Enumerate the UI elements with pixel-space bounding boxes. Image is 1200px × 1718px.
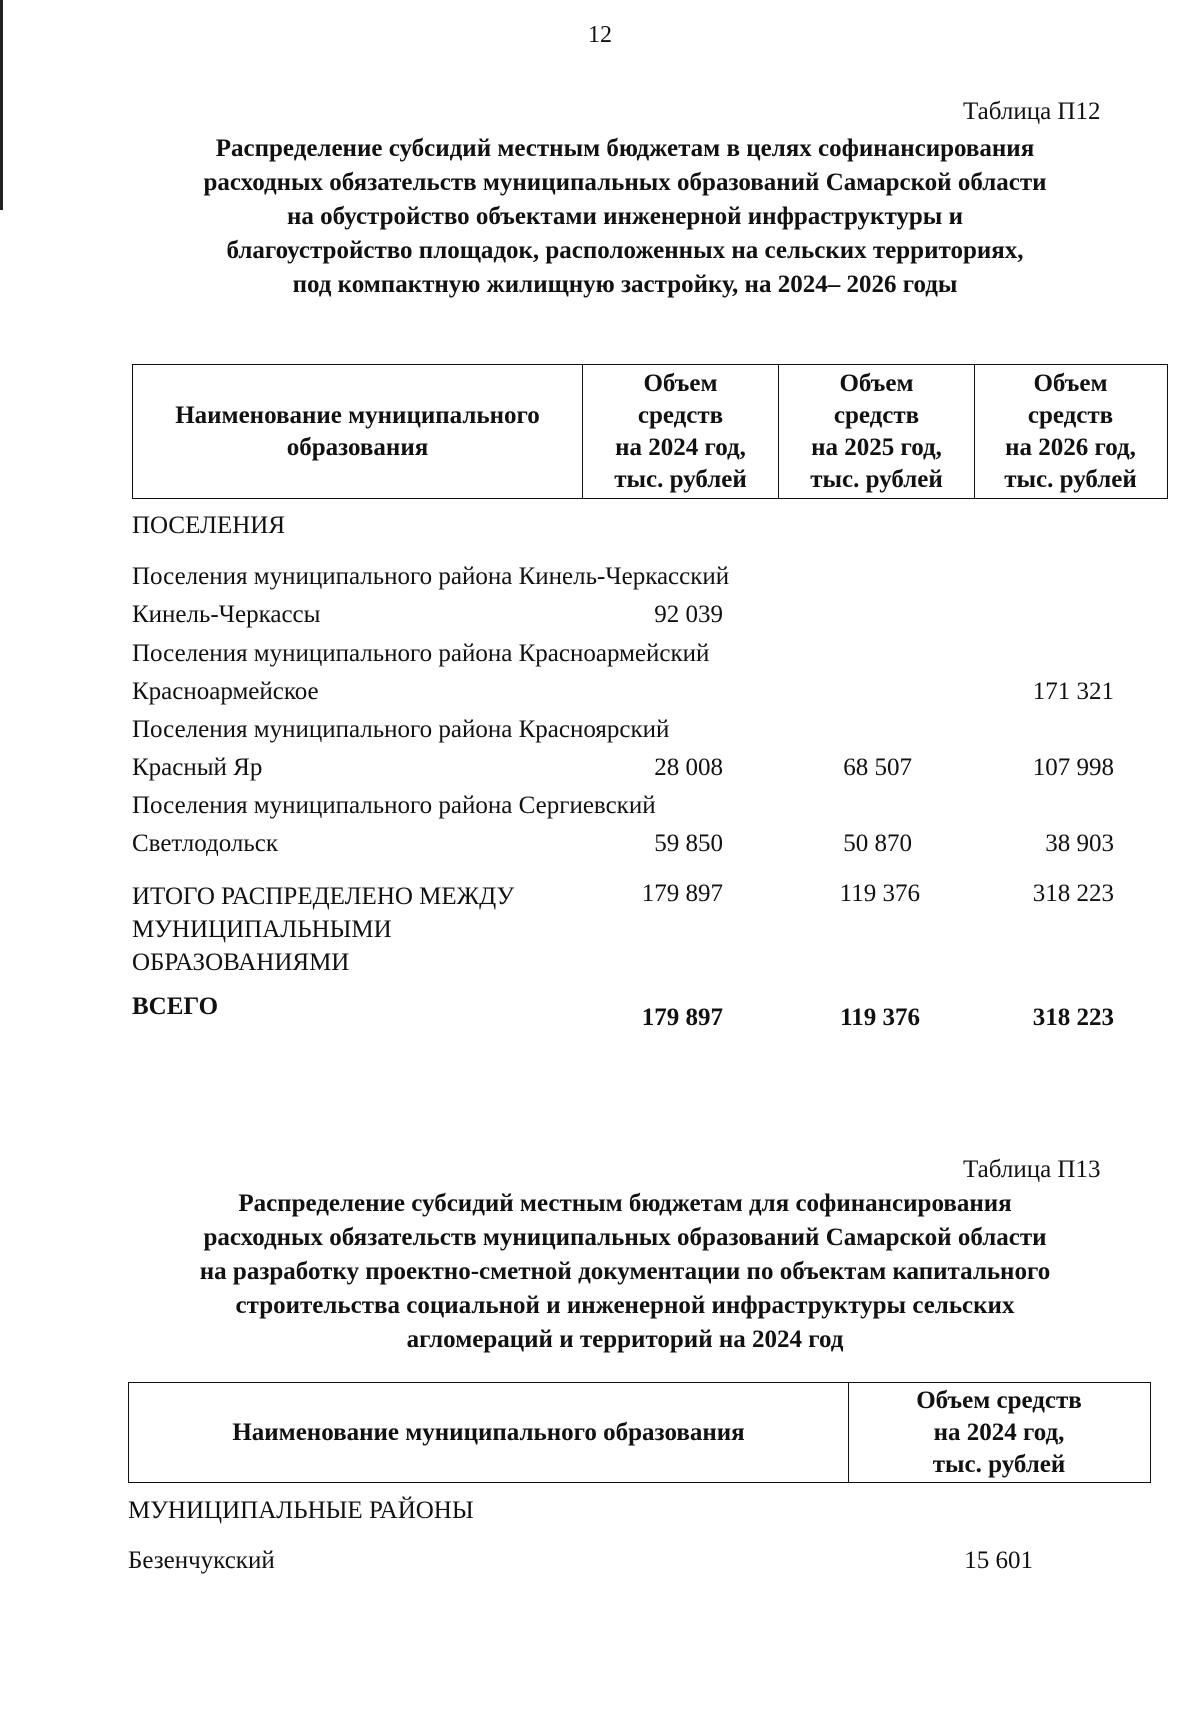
value-2024: 28 008 [654,754,723,781]
header-line: тыс. рублей [932,1450,1066,1478]
header-name-column [133,365,583,498]
section-heading: ПОСЕЛЕНИЯ [132,512,286,539]
header-line: Объем средств [916,1386,1082,1414]
header-line: Объем [839,369,914,397]
header-line: на 2024 год, [615,433,746,461]
table-p13-header [128,1382,1151,1483]
district-heading: Поселения муниципального района Красноармейский [132,640,710,667]
subtotal-label-line: ИТОГО РАСПРЕДЕЛЕНО МЕЖДУ [132,883,515,910]
header-line: на 2024 год, [933,1418,1065,1446]
title-line: расходных обязательств муниципальных образований Самарской области [203,1224,1047,1251]
value-2026: 107 998 [1032,754,1114,781]
total-2025: 119 376 [840,1004,920,1031]
header-2024-column [849,1383,1149,1482]
title-line: расходных обязательств муниципальных образований Самарской области [203,169,1047,196]
subtotal-2025: 119 376 [839,880,920,907]
header-line: Объем [1033,369,1108,397]
title-line: благоустройство площадок, расположенных на сельских территориях, [226,237,1024,264]
value-2025: 68 507 [843,754,912,781]
value-2025: 50 870 [843,830,912,857]
total-2026: 318 223 [1032,1004,1114,1031]
district-name: Безенчукский [128,1547,275,1574]
subtotal-2024: 179 897 [641,880,723,907]
settlement-name: Кинель-Черкассы [132,601,321,628]
header-line: на 2025 год, [811,433,942,461]
title-line: строительства социальной и инженерной инфраструктуры сельских [235,1292,1015,1319]
header-2026-column [975,365,1166,498]
section-heading: МУНИЦИПАЛЬНЫЕ РАЙОНЫ [128,1497,474,1524]
header-name-column [129,1383,849,1482]
header-line: тыс. рублей [614,465,747,493]
value-2026: 171 321 [1032,678,1114,705]
table-p12-label: Таблица П12 [963,98,1101,125]
header-line: средств [833,401,920,429]
settlement-name: Красноармейское [132,678,319,705]
value-2024: 59 850 [654,830,723,857]
header-line: образования [286,433,429,461]
header-2025-column [779,365,975,498]
header-line: тыс. рублей [1004,465,1137,493]
header-line: Наименование муниципального [175,401,540,429]
header-line: Наименование муниципального образования [232,1418,745,1446]
table-p13-title [130,1187,1120,1357]
table-p12-title [130,132,1120,302]
title-line: Распределение субсидий местным бюджетам для софинансирования [238,1190,1012,1217]
settlement-name: Светлодольск [132,830,278,857]
subtotal-label [132,880,514,979]
title-line: под компактную жилищную застройку, на 2024– 2026 годы [292,271,958,298]
title-line: Распределение субсидий местным бюджетам в целях софинансирования [215,135,1035,162]
district-heading: Поселения муниципального района Красноярский [132,716,670,743]
total-label: ВСЕГО [132,993,219,1020]
settlement-name: Красный Яр [132,754,263,781]
header-line: средств [637,401,724,429]
subtotal-2026: 318 223 [1032,880,1114,907]
header-line: Объем [643,369,718,397]
total-2024: 179 897 [641,1004,723,1031]
district-heading: Поселения муниципального района Кинель-Черкасский [132,563,730,590]
subtotal-label-line: ОБРАЗОВАНИЯМИ [132,949,350,976]
title-line: агломераций и территорий на 2024 год [406,1326,844,1353]
page-number: 12 [588,22,612,48]
table-p13-label: Таблица П13 [963,1156,1101,1183]
value-2024: 15 601 [964,1547,1033,1574]
header-line: средств [1027,401,1114,429]
value-2026: 38 903 [1045,830,1114,857]
header-line: тыс. рублей [810,465,943,493]
header-2024-column [583,365,779,498]
district-heading: Поселения муниципального района Сергиевский [132,792,656,819]
title-line: на обустройство объектами инженерной инфраструктуры и [287,203,963,230]
subtotal-label-line: МУНИЦИПАЛЬНЫМИ [132,916,392,943]
table-p12-header [132,364,1168,499]
value-2024: 92 039 [654,601,723,628]
title-line: на разработку проектно-сметной документации по объектам капитального [199,1258,1051,1285]
header-line: на 2026 год, [1005,433,1136,461]
